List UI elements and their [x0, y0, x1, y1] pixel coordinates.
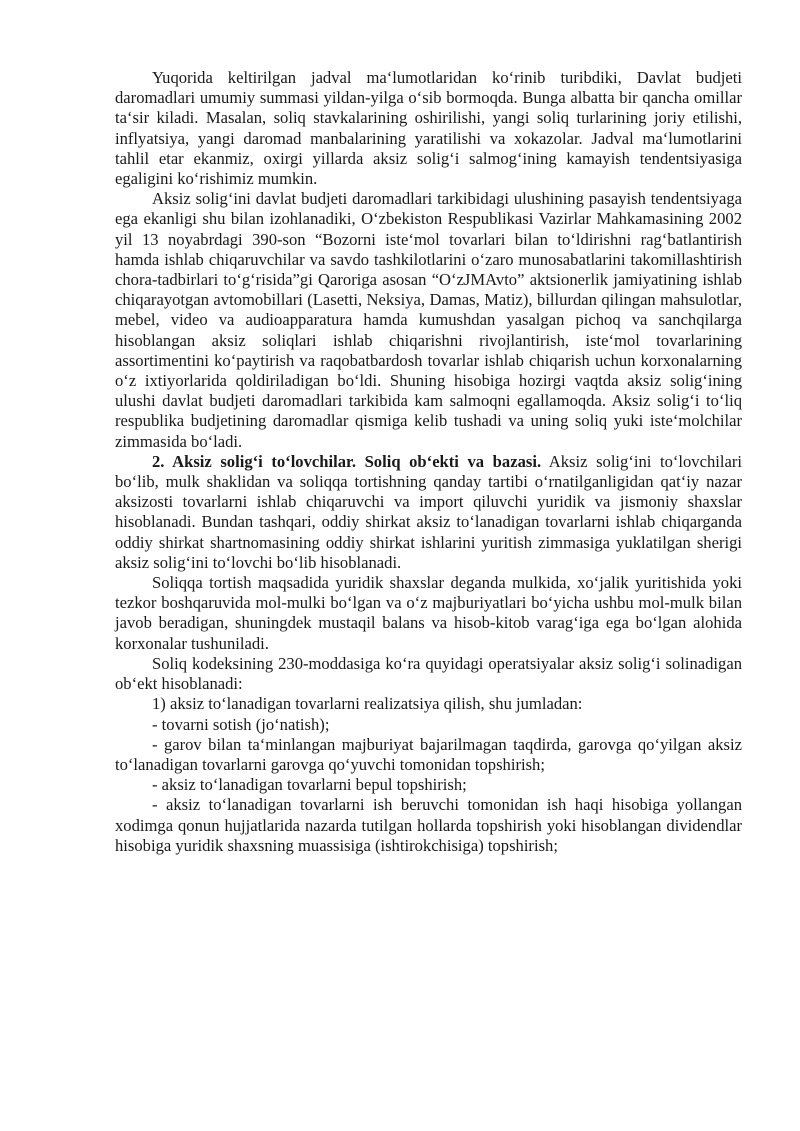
- list-item-wages-dividends: - aksiz toʻlanadigan tovarlarni ish beruvchi tomonidan ish haqi hisobiga yollangan xodimga qonun hujjatlarida nazarda tutilgan hollarda topshirish yoki hisoblangan dividendlar hisobiga yuridik shaxsning muassisiga (ishtirokchisiga) topshirish;: [115, 795, 742, 855]
- paragraph-excise-share-decline: Aksiz soligʻini davlat budjeti daromadlari tarkibidagi ulushining pasayish tendentsiyaga ega ekanligi shu bilan izohlanadiki, Oʻzbekiston Respublikasi Vazirlar Mahkamasining 2002 yil 13 noyabrdagi 390-son “Bozorni isteʻmol tovarlari bilan toʻldirishni ragʻbatlantirish hamda ishlab chiqaruvchilar va savdo tashkilotlarini oʻzaro munosabatlarini takomillashtirish chora-tadbirlari toʻgʻrisida”gi Qaroriga asosan “OʻzJMAvto” aktsionerlik jamiyatining ishlab chiqarayotgan avtomobillari (Lasetti, Neksiya, Damas, Matiz), billurdan qilingan mahsulotlar, mebel, video va audioapparatura hamda kumushdan yasalgan pichoq va sanchqilarga hisoblangan aksiz soliqlari ishlab chiqarishni rivojlantirish, isteʻmol tovarlarining assortimentini koʻpaytirish va raqobatbardosh tovarlar ishlab chiqarish uchun korxonalarning oʻz ixtiyorlarida qoldiriladigan boʻldi. Shuning hisobiga hozirgi vaqtda aksiz soligʻining ulushi davlat budjeti daromadlari tarkibida kam salmoqni egallamoqda. Aksiz soligʻi toʻliq respublika budjetining daromadlar qismiga kelib tushadi va uning soliq yuki isteʻmolchilar zimmasida boʻladi.: [115, 189, 742, 451]
- list-item-realization: 1) aksiz toʻlanadigan tovarlarni realizatsiya qilish, shu jumladan:: [152, 694, 583, 714]
- list-item-free-transfer: - aksiz toʻlanadigan tovarlarni bepul topshirish;: [152, 775, 467, 795]
- document-page: [115, 68, 742, 856]
- list-item-collateral: - garov bilan taʻminlangan majburiyat bajarilmagan taqdirda, garovga qoʻyilgan aksiz toʻlanadigan tovarlarni garovga qoʻyuvchi tomonidan topshirish;: [115, 734, 742, 774]
- paragraph-excise-payers: [115, 452, 742, 573]
- section-heading: 2. Aksiz soligʻi toʻlovchilar. Soliq obʻekti va bazasi.: [152, 451, 542, 471]
- list-item-selling: - tovarni sotish (joʻnatish);: [152, 714, 330, 734]
- section-heading-body: Aksiz soligʻini toʻlovchilari boʻlib, mulk shaklidan va soliqqa tortishning qanday tartibi oʻrnatilganligidan qatʻiy nazar aksizosti tovarlarni ishlab chiqaruvchi va import qiluvchi yuridik va jismoniy shaxslar hisoblanadi. Bundan tashqari, oddiy shirkat aksiz toʻlanadigan tovarlarni ishlab chiqarganda oddiy shirkat shartnomasining oddiy shirkat ishlarini yuritish zimmasiga yuklatilgan sherigi aksiz soligʻini toʻlovchi boʻlib hisoblanadi.: [115, 451, 742, 572]
- paragraph-legal-entities: Soliqqa tortish maqsadida yuridik shaxslar deganda mulkida, xoʻjalik yuritishida yoki tezkor boshqaruvida mol-mulki boʻlgan va oʻz majburiyatlari boʻyicha ushbu mol-mulk bilan javob beradigan, shuningdek mustaqil balans va hisob-kitob varagʻiga ega boʻlgan alohida korxonalar tushuniladi.: [115, 573, 742, 653]
- paragraph-budget-revenue: Yuqorida keltirilgan jadval maʻlumotlaridan koʻrinib turibdiki, Davlat budjeti daromadlari umumiy summasi yildan-yilga oʻsib bormoqda. Bunga albatta bir qancha omillar taʻsir kiladi. Masalan, soliq stavkalarining oshirilishi, yangi soliq turlarining joriy etilishi, inflyatsiya, yangi daromad manbalarining yaratilishi va xokazolar. Jadval maʻlumotlarini tahlil etar ekanmiz, oxirgi yillarda aksiz soligʻi salmogʻining kamayish tendentsiyasiga egaligini koʻrishimiz mumkin.: [115, 68, 742, 189]
- paragraph-tax-code-230: Soliq kodeksining 230-moddasiga koʻra quyidagi operatsiyalar aksiz soligʻi solinadigan obʻekt hisoblanadi:: [115, 653, 742, 694]
